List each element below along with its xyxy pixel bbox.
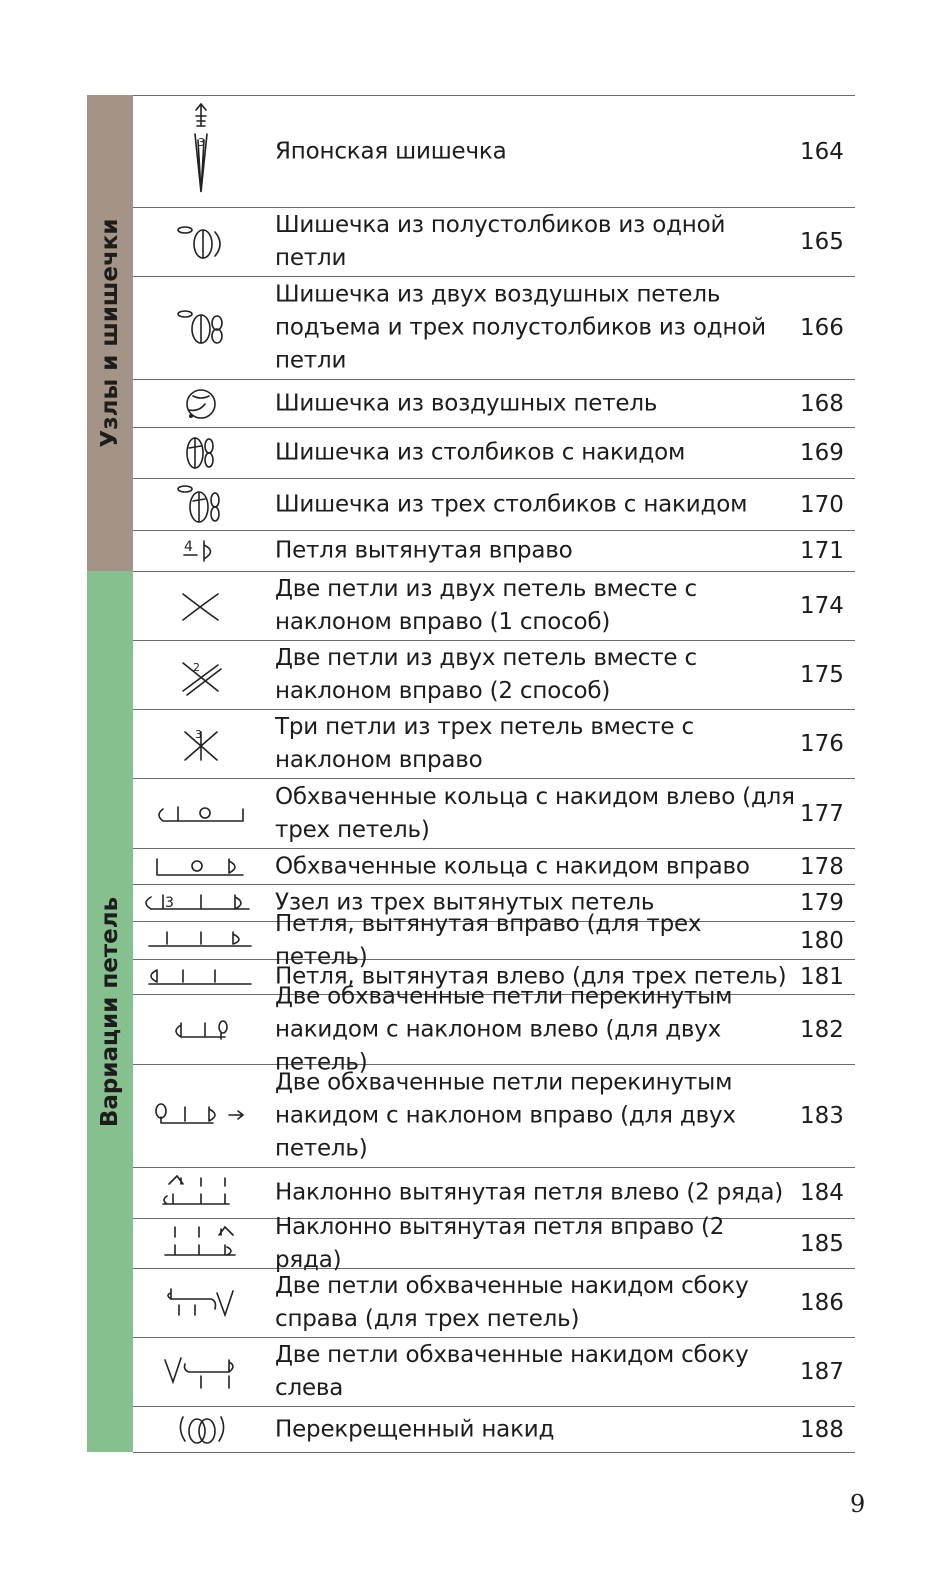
page-ref: 179	[800, 890, 844, 916]
page-ref: 184	[800, 1180, 844, 1206]
wrapped-two-left-icon	[133, 995, 268, 1064]
svg-text:2: 2	[193, 661, 200, 674]
table-row	[133, 277, 855, 380]
symbol-name: Японская шишечка	[275, 138, 507, 164]
cross-two-alt-icon	[133, 641, 268, 709]
table-row	[133, 1407, 855, 1453]
table-row	[133, 479, 855, 531]
table-row	[133, 1213, 855, 1273]
symbol-name: Две петли обхваченные накидом сбоку слева	[275, 1342, 749, 1401]
page-ref: 183	[800, 1103, 844, 1129]
page-ref: 168	[800, 390, 844, 417]
symbol-name: Две петли из двух петель вместе с наклоном вправо (2 способ)	[275, 645, 697, 704]
page-ref: 187	[800, 1359, 844, 1385]
table-row	[133, 572, 855, 641]
table-row	[133, 983, 855, 1075]
table-row	[133, 641, 855, 710]
symbol-name: Обхваченные кольца с накидом вправо	[275, 853, 750, 879]
page-ref: 186	[800, 1290, 844, 1316]
symbol-name: Шишечка из трех столбиков с накидом	[275, 491, 748, 517]
symbol-name: Шишечка из полустолбиков из одной петли	[275, 212, 726, 271]
symbol-name: Шишечка из воздушных петель	[275, 390, 658, 416]
chain-bobble-icon	[133, 380, 268, 427]
table-row	[133, 208, 855, 277]
symbol-name: Шишечка из столбиков с накидом	[275, 439, 686, 466]
symbol-name: Три петли из трех петель вместе с наклоном вправо	[275, 714, 694, 773]
svg-text:3: 3	[165, 895, 174, 911]
three-dc-bobble-icon	[133, 479, 268, 530]
page-ref: 182	[800, 1016, 844, 1043]
table-row	[133, 779, 855, 849]
section-label: Вариации петель	[97, 896, 123, 1127]
half-double-bobble-icon	[133, 208, 268, 276]
symbol-name: Две петли из двух петель вместе с наклоном вправо (1 способ)	[275, 576, 697, 635]
table-row	[133, 428, 855, 479]
page-ref: 185	[800, 1230, 844, 1257]
table-row	[133, 531, 855, 572]
symbol-name: Две обхваченные петли перекинутым накидом с наклоном вправо (для двух петель)	[275, 1069, 736, 1162]
chain-hdc-bobble-icon	[133, 277, 268, 379]
side-wrap-left-icon	[133, 1338, 268, 1406]
page-ref: 174	[800, 593, 844, 619]
section-loop-variations	[87, 571, 133, 1452]
page-ref: 164	[800, 138, 844, 165]
symbol-name: Две обхваченные петли перекинутым накидом с наклоном влево (для двух петель)	[275, 983, 733, 1075]
symbol-name: Две петли обхваченные накидом сбоку справа (для трех петель)	[275, 1273, 749, 1332]
crossed-yarn-over-icon	[133, 1407, 268, 1452]
pulled-right-loop-icon	[133, 531, 268, 571]
page-ref: 178	[800, 853, 844, 880]
page-ref: 170	[800, 491, 844, 518]
symbol-name: Петля, вытянутая вправо (для трех петель)	[275, 910, 702, 970]
table-row	[133, 380, 855, 428]
page-ref: 180	[800, 927, 844, 954]
side-wrap-right-icon	[133, 1269, 268, 1337]
page-ref: 175	[800, 662, 844, 688]
section-label: Узлы и шишечки	[97, 218, 123, 448]
svg-text:3: 3	[195, 728, 202, 741]
page-ref: 165	[800, 229, 844, 255]
page-ref: 171	[800, 538, 844, 564]
dc-bobble-icon	[133, 428, 268, 478]
page-number: 9	[850, 1490, 866, 1518]
symbol-name: Шишечка из двух воздушных петель подъема и трех полустолбиков из одной петли	[275, 281, 766, 374]
table-row	[133, 1269, 855, 1338]
page-ref: 176	[800, 731, 844, 757]
svg-text:4: 4	[184, 539, 193, 555]
page-ref: 177	[800, 800, 844, 827]
symbol-name: Перекрещенный накид	[275, 1416, 555, 1442]
wrapped-right-icon	[133, 849, 268, 884]
page-ref: 166	[800, 315, 844, 341]
symbol-name: Узел из трех вытянутых петель	[275, 889, 655, 916]
pulled-left-three-icon	[133, 960, 268, 994]
table-row	[133, 849, 855, 885]
slanted-right-icon	[133, 1219, 268, 1268]
section-knots-bobbles	[87, 95, 133, 571]
japanese-bobble-icon	[133, 96, 268, 207]
wrapped-left-icon	[133, 779, 268, 848]
table-row	[133, 1065, 855, 1168]
svg-text:3: 3	[198, 136, 205, 149]
cross-two-icon	[133, 572, 268, 640]
table-row	[133, 1338, 855, 1407]
symbol-name: Наклонно вытянутая петля вправо (2 ряда)	[275, 1213, 725, 1273]
cross-three-icon	[133, 710, 268, 778]
page-ref: 188	[800, 1416, 844, 1443]
page-ref: 181	[800, 964, 844, 990]
symbol-name: Обхваченные кольца с накидом влево (для трех петель)	[275, 783, 795, 843]
symbol-name: Петля, вытянутая влево (для трех петель)	[275, 963, 787, 990]
slanted-left-icon	[133, 1168, 268, 1218]
knot-three-icon	[133, 885, 268, 921]
symbol-table	[133, 95, 855, 1443]
symbol-name: Наклонно вытянутая петля влево (2 ряда)	[275, 1179, 784, 1206]
page-ref: 169	[800, 440, 844, 466]
table-row	[133, 910, 855, 970]
wrapped-two-right-icon	[133, 1065, 268, 1167]
table-row	[133, 96, 855, 208]
table-row	[133, 710, 855, 779]
pulled-right-three-icon	[133, 922, 268, 959]
symbol-name: Петля вытянутая вправо	[275, 537, 573, 564]
